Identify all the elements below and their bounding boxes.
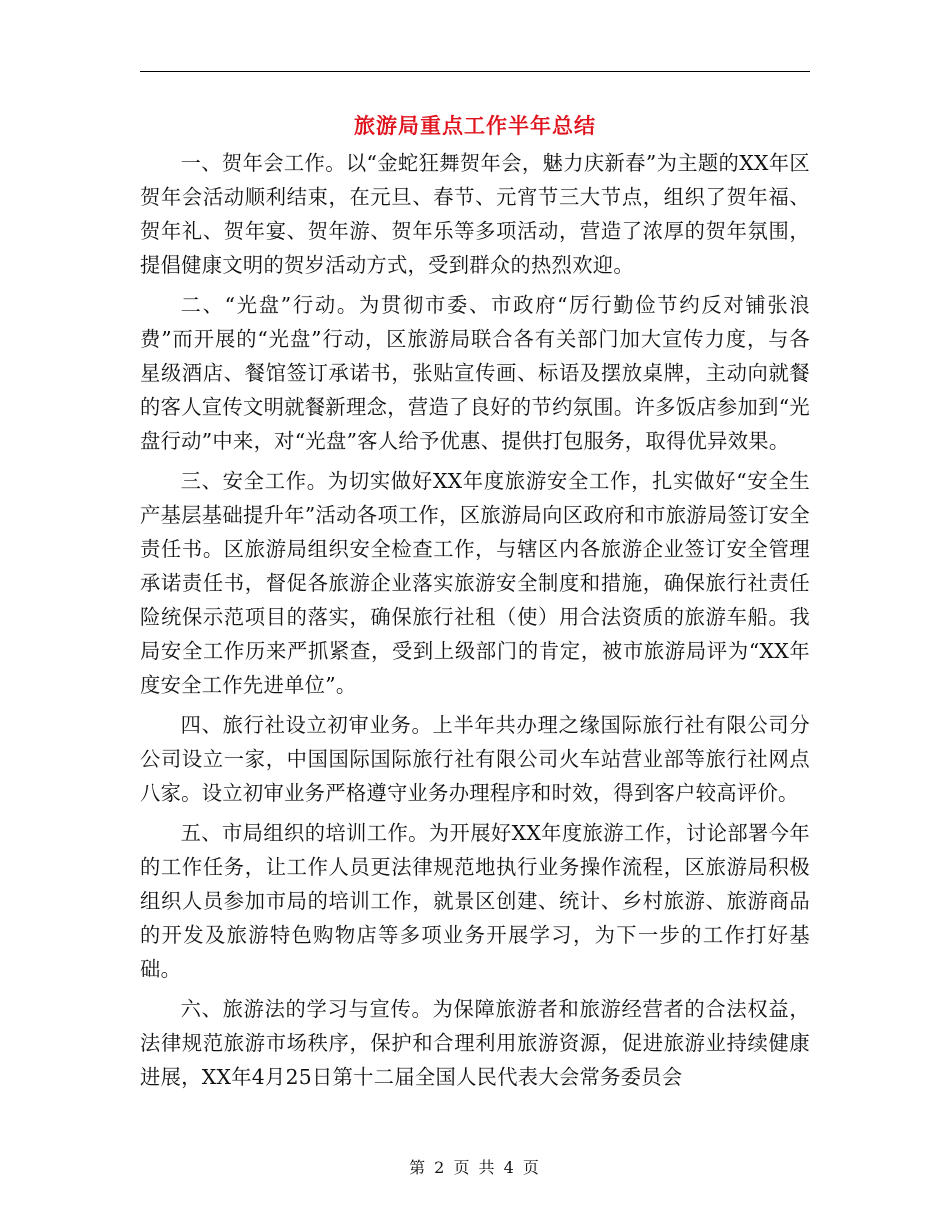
document-body — [140, 146, 810, 1094]
paragraph-travel-agency-review: 四、旅行社设立初审业务。上半年共办理之缘国际旅行社有限公司分公司设立一家，中国国际国际旅行社有限公司火车站营业部等旅行社网点八家。设立初审业务严格遵守业务办理程序和时效，得到客户较高评价。 — [140, 713, 810, 805]
paragraph-training-work: 五、市局组织的培训工作。为开展好XX年度旅游工作，讨论部署今年的工作任务，让工作人员更法律规范地执行业务操作流程，区旅游局积极组织人员参加市局的培训工作，就景区创建、统计、乡村旅游、旅游商品的开发及旅游特色购物店等多项业务开展学习，为下一步的工作打好基础。 — [140, 821, 810, 981]
page-number-footer: 第 2 页 共 4 页 — [409, 1158, 541, 1177]
header-rule — [140, 71, 810, 72]
paragraph-safety-work: 三、安全工作。为切实做好XX年度旅游安全工作，扎实做好“安全生产基层基础提升年”活动各项工作，区旅游局向区政府和市旅游局签订安全责任书。区旅游局组织安全检查工作，与辖区内各旅游企业签订安全管理承诺责任书，督促各旅游企业落实旅游安全制度和措施，确保旅行社责任险统保示范项目的落实，确保旅行社租（使）用合法资质的旅游车船。我局安全工作历来严抓紧查，受到上级部门的肯定，被市旅游局评为“XX年度安全工作先进单位”。 — [140, 469, 810, 697]
paragraph-tourism-law: 六、旅游法的学习与宣传。为保障旅游者和旅游经营者的合法权益，法律规范旅游市场秩序，保护和合理利用旅游资源，促进旅游业持续健康进展，XX年4月25日第十二届全国人民代表大会常务委员会 — [140, 997, 810, 1089]
document-title: 旅游局重点工作半年总结 — [354, 113, 596, 138]
paragraph-clean-plate-campaign: 二、“光盘”行动。为贯彻市委、市政府“厉行勤俭节约反对铺张浪费”而开展的“光盘”行动，区旅游局联合各有关部门加大宣传力度，与各星级酒店、餐馆签订承诺书，张贴宣传画、标语及摆放桌牌，主动向就餐的客人宣传文明就餐新理念，营造了良好的节约氛围。许多饭店参加到“光盘行动”中来，对“光盘”客人给予优惠、提供打包服务，取得优异效果。 — [140, 293, 810, 453]
paragraph-new-year-event: 一、贺年会工作。以“金蛇狂舞贺年会，魅力庆新春”为主题的XX年区贺年会活动顺利结束，在元旦、春节、元宵节三大节点，组织了贺年福、贺年礼、贺年宴、贺年游、贺年乐等多项活动，营造了浓厚的贺年氛围，提倡健康文明的贺岁活动方式，受到群众的热烈欢迎。 — [140, 151, 810, 277]
